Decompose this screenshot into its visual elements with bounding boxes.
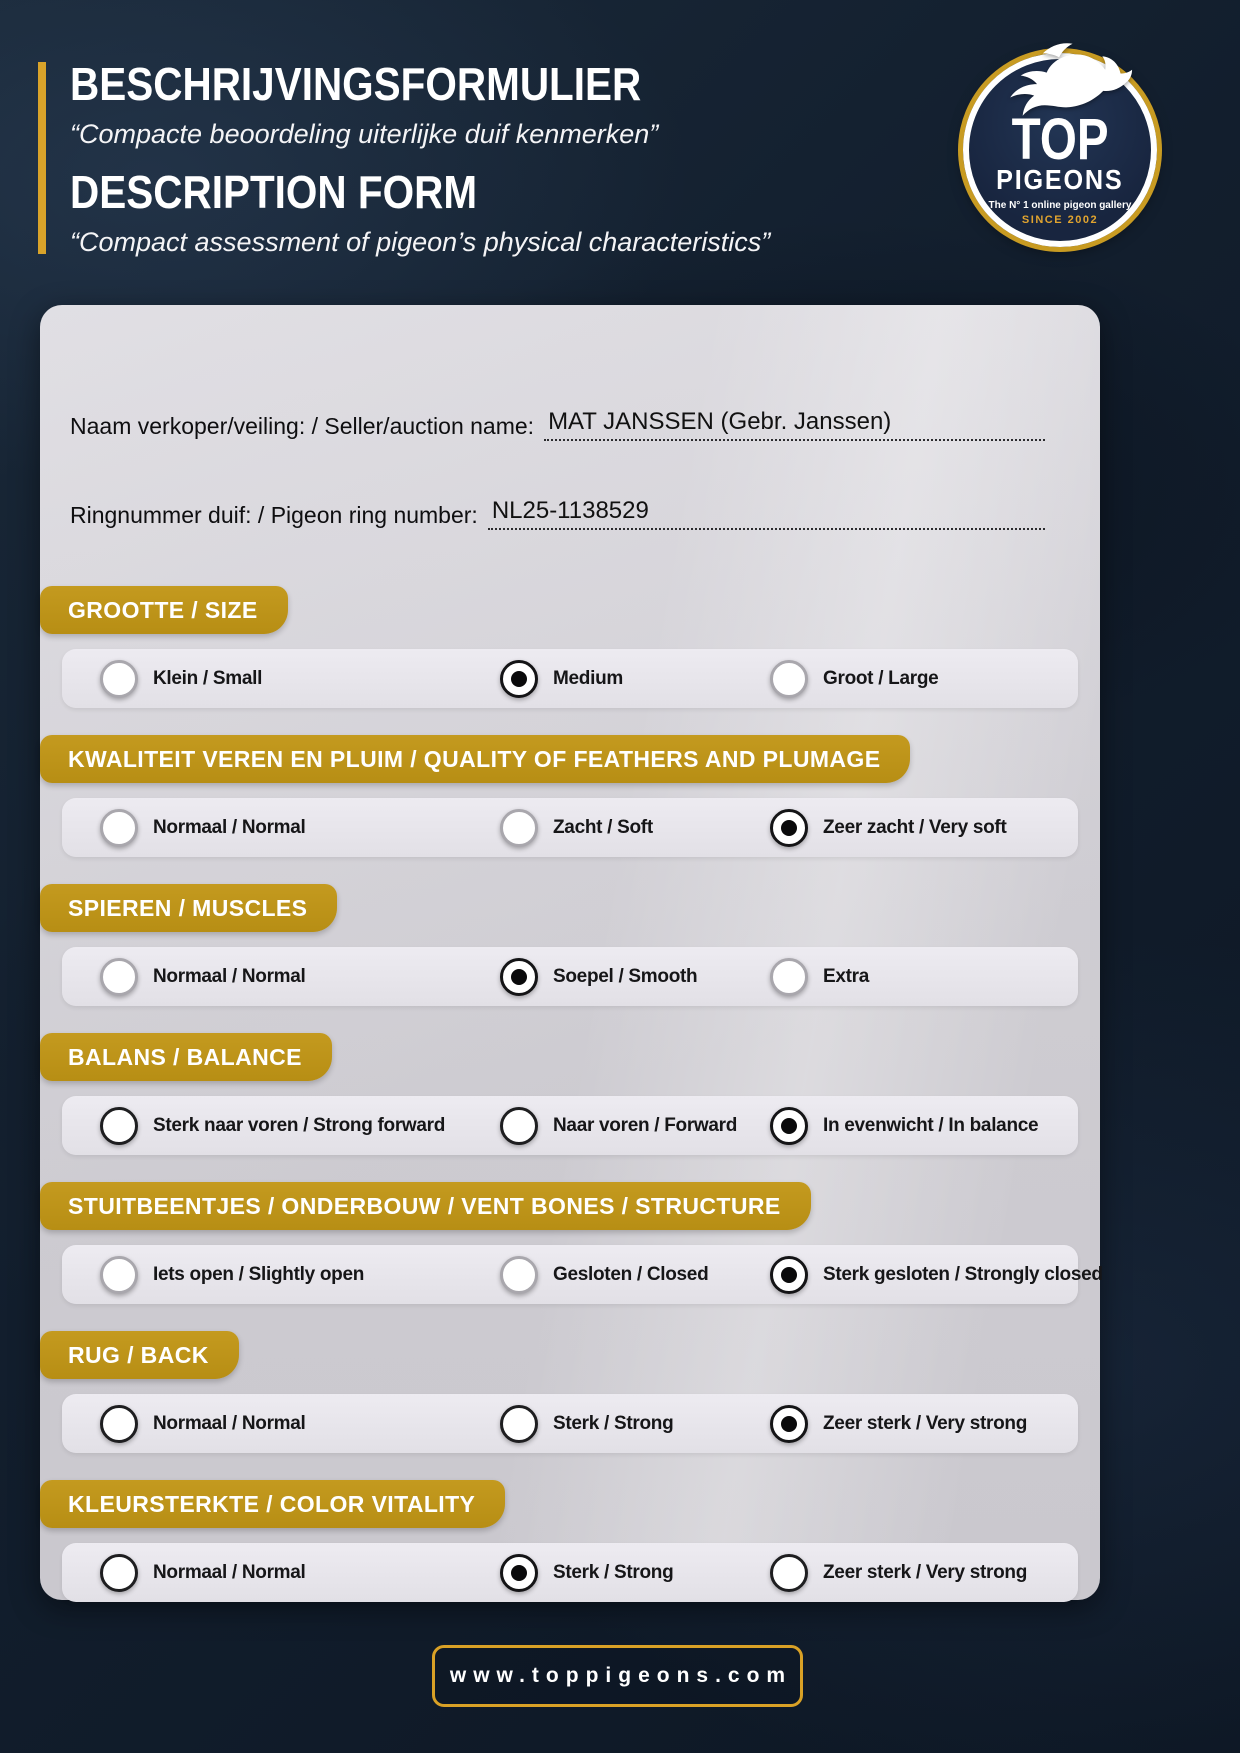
seller-name-label: Naam verkoper/veiling: / Seller/auction name:	[70, 413, 535, 439]
form-card	[40, 305, 1103, 1600]
section-badge: RUG / BACK	[40, 1331, 239, 1379]
radio-button[interactable]	[500, 1256, 538, 1294]
option	[770, 1405, 1078, 1443]
section-badge: KLEURSTERKTE / COLOR VITALITY	[40, 1480, 505, 1528]
logo-top-text: TOP	[1011, 107, 1109, 172]
logo-pigeons-text: PIGEONS	[996, 164, 1124, 195]
option	[100, 1107, 500, 1145]
option	[100, 1405, 500, 1443]
radio-button[interactable]	[100, 1554, 138, 1592]
radio-button[interactable]	[770, 1256, 808, 1294]
sections	[40, 586, 1103, 1602]
radio-button[interactable]	[770, 958, 808, 996]
option-label: Sterk / Strong	[553, 1561, 674, 1583]
option	[500, 958, 770, 996]
option-label: Iets open / Slightly open	[153, 1263, 365, 1285]
fields	[40, 305, 1100, 530]
option-row	[62, 1394, 1078, 1453]
option	[100, 1256, 500, 1294]
option-label: Zeer sterk / Very strong	[823, 1412, 1028, 1434]
radio-button[interactable]	[100, 1405, 138, 1443]
radio-button[interactable]	[770, 1405, 808, 1443]
option	[770, 958, 1078, 996]
radio-button[interactable]	[100, 958, 138, 996]
logo-tagline: The N° 1 online pigeon gallery	[988, 200, 1132, 211]
section-badge: KWALITEIT VEREN EN PLUIM / QUALITY OF FEATHERS AND PLUMAGE	[40, 735, 910, 783]
option-row	[62, 947, 1078, 1006]
radio-button[interactable]	[770, 809, 808, 847]
radio-dot	[511, 969, 527, 985]
form-section	[40, 586, 1100, 708]
option-label: Sterk / Strong	[553, 1412, 674, 1434]
option	[770, 809, 1078, 847]
option-row	[62, 1543, 1078, 1602]
website-label: www.toppigeons.com	[449, 1664, 793, 1687]
form-section	[40, 1033, 1100, 1155]
option-label: Gesloten / Closed	[553, 1263, 709, 1285]
radio-button[interactable]	[100, 1107, 138, 1145]
section-badge: STUITBEENTJES / ONDERBOUW / VENT BONES / STRUCTURE	[40, 1182, 811, 1230]
radio-button[interactable]	[500, 809, 538, 847]
seller-name-value[interactable]: MAT JANSSEN (Gebr. Janssen)	[544, 408, 1045, 441]
option	[770, 660, 1078, 698]
radio-dot	[781, 820, 797, 836]
seller-name-field	[70, 408, 1045, 441]
form-section	[40, 1182, 1103, 1304]
top-pigeons-logo	[963, 53, 1157, 247]
option-label: Normaal / Normal	[153, 1561, 306, 1583]
option-label: Zacht / Soft	[553, 816, 653, 838]
option	[500, 1405, 770, 1443]
option-row	[62, 649, 1078, 708]
option	[500, 1554, 770, 1592]
form-section	[40, 884, 1100, 1006]
option-label: Sterk naar voren / Strong forward	[153, 1114, 446, 1136]
section-badge: GROOTTE / SIZE	[40, 586, 288, 634]
section-badge: SPIEREN / MUSCLES	[40, 884, 337, 932]
radio-dot	[781, 1267, 797, 1283]
option-label: Medium	[553, 667, 623, 689]
form-section	[40, 1480, 1100, 1602]
option	[770, 1107, 1078, 1145]
option-label: Sterk gesloten / Strongly closed	[823, 1263, 1103, 1285]
form-section	[40, 735, 1100, 857]
title-dutch: BESCHRIJVINGSFORMULIER	[70, 58, 642, 110]
radio-button[interactable]	[770, 1554, 808, 1592]
option	[500, 1107, 770, 1145]
radio-button[interactable]	[100, 809, 138, 847]
radio-button[interactable]	[770, 1107, 808, 1145]
option-label: Normaal / Normal	[153, 816, 306, 838]
website-button[interactable]	[432, 1645, 803, 1707]
radio-button[interactable]	[500, 1405, 538, 1443]
radio-dot	[781, 1118, 797, 1134]
radio-dot	[511, 1565, 527, 1581]
option	[100, 958, 500, 996]
radio-button[interactable]	[770, 660, 808, 698]
option-label: Soepel / Smooth	[553, 965, 698, 987]
subtitle-english: “Compact assessment of pigeon’s physical characteristics”	[70, 227, 771, 257]
option	[100, 809, 500, 847]
header	[70, 60, 770, 258]
subtitle-dutch: “Compacte beoordeling uiterlijke duif kenmerken”	[70, 119, 659, 149]
section-badge: BALANS / BALANCE	[40, 1033, 332, 1081]
ring-number-label: Ringnummer duif: / Pigeon ring number:	[70, 502, 478, 528]
form-section	[40, 1331, 1100, 1453]
option-label: Naar voren / Forward	[553, 1114, 738, 1136]
radio-button[interactable]	[500, 1554, 538, 1592]
option-label: In evenwicht / In balance	[823, 1114, 1039, 1136]
option	[500, 1256, 770, 1294]
ring-number-field	[70, 497, 1045, 530]
option	[100, 1554, 500, 1592]
option	[500, 809, 770, 847]
radio-dot	[511, 671, 527, 687]
option-label: Zeer sterk / Very strong	[823, 1561, 1028, 1583]
option-label: Normaal / Normal	[153, 965, 306, 987]
option	[100, 660, 500, 698]
title-english: DESCRIPTION FORM	[70, 166, 478, 218]
radio-button[interactable]	[500, 1107, 538, 1145]
radio-button[interactable]	[500, 958, 538, 996]
option-row	[62, 798, 1078, 857]
dove-icon	[989, 39, 1135, 135]
radio-dot	[781, 1416, 797, 1432]
logo-since: SINCE 2002	[1021, 214, 1099, 226]
radio-button[interactable]	[100, 1256, 138, 1294]
radio-button[interactable]	[100, 660, 138, 698]
option-label: Groot / Large	[823, 667, 939, 689]
option-row	[62, 1096, 1078, 1155]
option-row	[62, 1245, 1103, 1304]
option	[770, 1554, 1078, 1592]
header-accent-bar	[38, 62, 46, 254]
ring-number-value[interactable]: NL25-1138529	[488, 497, 1045, 530]
option	[770, 1256, 1103, 1294]
radio-button[interactable]	[500, 660, 538, 698]
option	[500, 660, 770, 698]
option-label: Extra	[823, 965, 870, 987]
option-label: Klein / Small	[153, 667, 263, 689]
option-label: Normaal / Normal	[153, 1412, 306, 1434]
option-label: Zeer zacht / Very soft	[823, 816, 1007, 838]
